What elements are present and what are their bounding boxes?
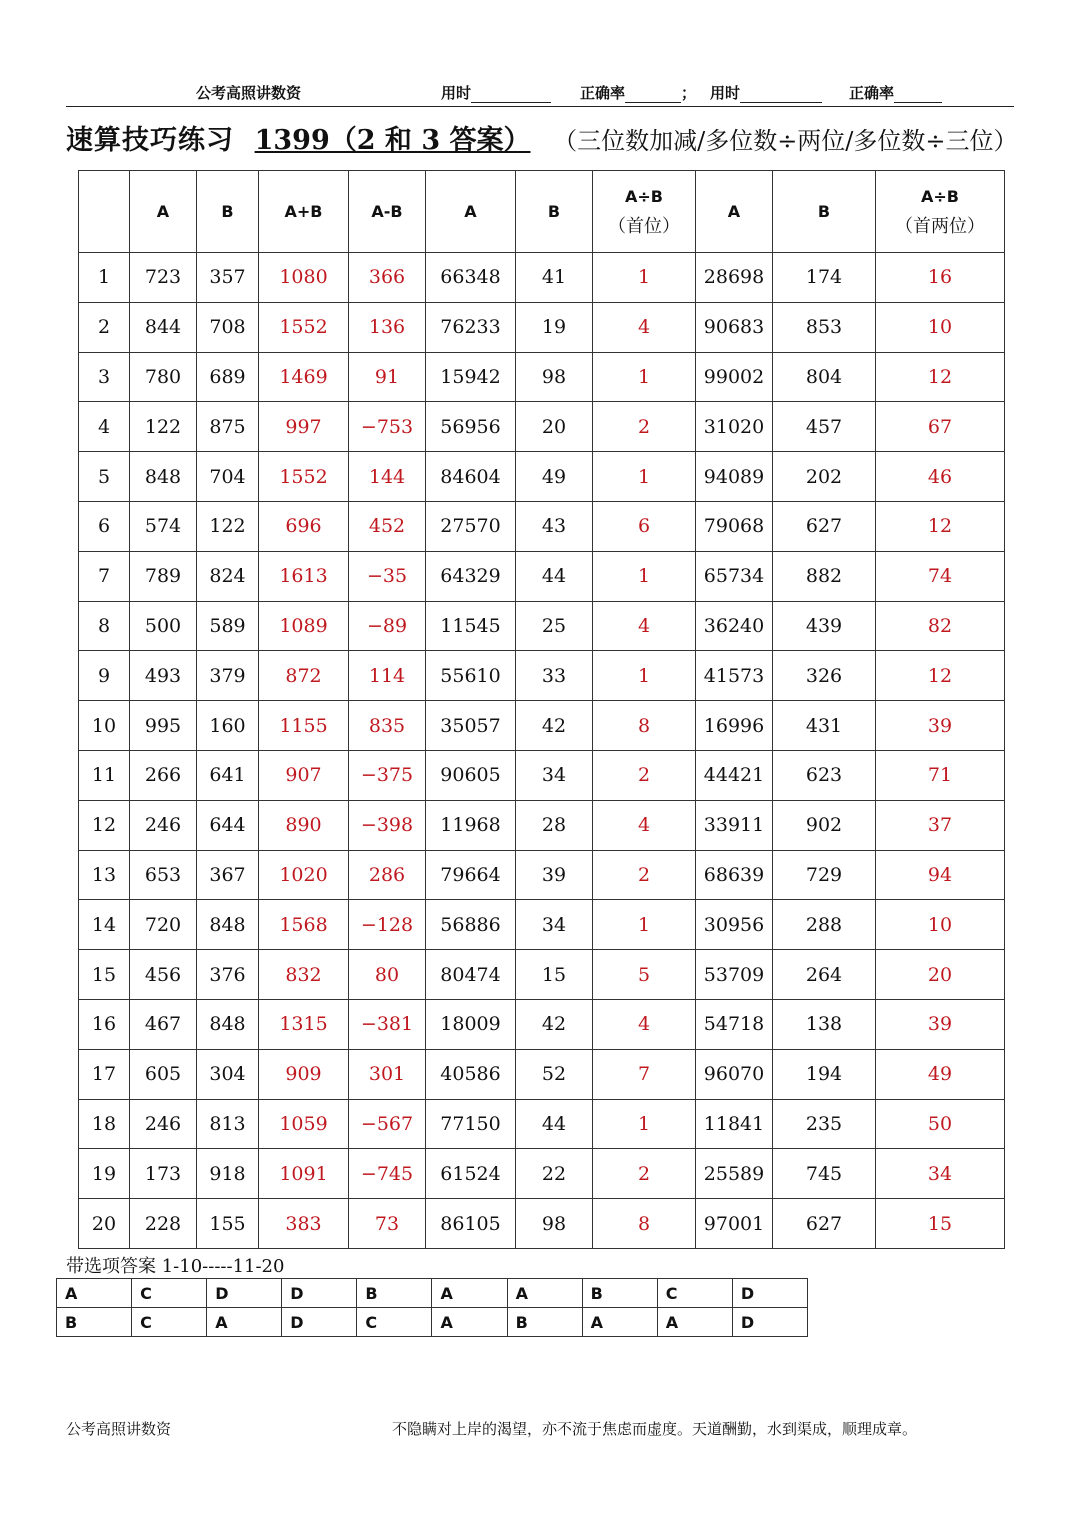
row-index-cell: 20	[79, 1199, 130, 1249]
quotient-first-two-cell: 94	[876, 850, 1005, 900]
option-cell: B	[57, 1308, 132, 1337]
sum-cell: 1080	[259, 253, 349, 303]
table-row	[79, 651, 1005, 701]
b-add-cell: 644	[197, 800, 259, 850]
a-div3-cell: 36240	[696, 601, 773, 651]
b-div2-cell: 41	[516, 253, 593, 303]
table-row	[79, 1049, 1005, 1099]
quotient-first-two-cell: 82	[876, 601, 1005, 651]
option-cell: C	[132, 1308, 207, 1337]
diff-cell: 136	[349, 302, 426, 352]
b-div3-cell: 326	[773, 651, 876, 701]
b-div2-cell: 33	[516, 651, 593, 701]
diff-cell: −398	[349, 800, 426, 850]
a-add-cell: 266	[130, 750, 197, 800]
table-row	[79, 402, 1005, 452]
quotient-first-cell: 2	[593, 402, 696, 452]
quotient-first-two-cell: 12	[876, 352, 1005, 402]
b-div3-cell: 174	[773, 253, 876, 303]
quotient-first-cell: 8	[593, 1199, 696, 1249]
options-row	[57, 1308, 808, 1337]
a-div2-cell: 61524	[426, 1149, 516, 1199]
options-row	[57, 1279, 808, 1308]
a-div2-cell: 56886	[426, 900, 516, 950]
b-div2-cell: 19	[516, 302, 593, 352]
b-div2-cell: 52	[516, 1049, 593, 1099]
option-cell: D	[282, 1279, 357, 1308]
a-div2-cell: 64329	[426, 551, 516, 601]
diff-cell: 80	[349, 950, 426, 1000]
row-index-cell: 18	[79, 1099, 130, 1149]
row-index-cell: 6	[79, 501, 130, 551]
quotient-first-two-cell: 39	[876, 701, 1005, 751]
diff-cell: −35	[349, 551, 426, 601]
diff-cell: 114	[349, 651, 426, 701]
b-div3-cell: 431	[773, 701, 876, 751]
quotient-first-cell: 4	[593, 302, 696, 352]
row-index-cell: 15	[79, 950, 130, 1000]
quotient-first-cell: 5	[593, 950, 696, 1000]
a-div2-cell: 79664	[426, 850, 516, 900]
header-time-1: 用时	[441, 82, 551, 103]
a-add-cell: 493	[130, 651, 197, 701]
option-cell: A	[207, 1308, 282, 1337]
diff-cell: 301	[349, 1049, 426, 1099]
option-cell: D	[207, 1279, 282, 1308]
header-accuracy-2: 正确率	[849, 82, 942, 103]
sum-cell: 1089	[259, 601, 349, 651]
option-cell: C	[657, 1279, 732, 1308]
b-div3-cell: 235	[773, 1099, 876, 1149]
table-row	[79, 352, 1005, 402]
quotient-first-two-cell: 37	[876, 800, 1005, 850]
a-add-cell: 789	[130, 551, 197, 601]
sum-cell: 1613	[259, 551, 349, 601]
row-index-cell: 3	[79, 352, 130, 402]
a-add-cell: 720	[130, 900, 197, 950]
a-div2-cell: 15942	[426, 352, 516, 402]
row-index-cell: 19	[79, 1149, 130, 1199]
b-add-cell: 708	[197, 302, 259, 352]
row-index-cell: 2	[79, 302, 130, 352]
a-div3-cell: 53709	[696, 950, 773, 1000]
sum-cell: 696	[259, 501, 349, 551]
a-add-cell: 653	[130, 850, 197, 900]
quotient-first-two-cell: 74	[876, 551, 1005, 601]
header-accuracy-1: 正确率 ；	[580, 84, 697, 102]
b-add-cell: 848	[197, 900, 259, 950]
sum-cell: 1155	[259, 701, 349, 751]
title-subtitle: （三位数加减/多位数÷两位/多位数÷三位）	[553, 127, 1018, 155]
b-add-cell: 357	[197, 253, 259, 303]
b-div2-cell: 28	[516, 800, 593, 850]
diff-cell: 286	[349, 850, 426, 900]
diff-cell: 73	[349, 1199, 426, 1249]
b-add-cell: 813	[197, 1099, 259, 1149]
b-div2-cell: 34	[516, 900, 593, 950]
table-row	[79, 900, 1005, 950]
b-div2-cell: 43	[516, 501, 593, 551]
quotient-first-cell: 1	[593, 900, 696, 950]
a-div3-cell: 96070	[696, 1049, 773, 1099]
b-div3-cell: 729	[773, 850, 876, 900]
quotient-first-two-cell: 16	[876, 253, 1005, 303]
header-a-div3: A	[696, 171, 773, 253]
option-cell: A	[507, 1279, 582, 1308]
footer-motto: 不隐瞒对上岸的渴望，亦不流于焦虑而虚度。天道酬勤，水到渠成，顺理成章。	[392, 1420, 918, 1438]
sum-cell: 1552	[259, 302, 349, 352]
header-sum: A+B	[259, 171, 349, 253]
b-div3-cell: 804	[773, 352, 876, 402]
option-cell: A	[432, 1279, 507, 1308]
row-index-cell: 8	[79, 601, 130, 651]
quotient-first-two-cell: 49	[876, 1049, 1005, 1099]
option-cell: C	[132, 1279, 207, 1308]
a-div3-cell: 65734	[696, 551, 773, 601]
sum-cell: 909	[259, 1049, 349, 1099]
header-a-div2: A	[426, 171, 516, 253]
a-div3-cell: 28698	[696, 253, 773, 303]
row-index-cell: 11	[79, 750, 130, 800]
diff-cell: −128	[349, 900, 426, 950]
quotient-first-cell: 1	[593, 651, 696, 701]
table-row	[79, 999, 1005, 1049]
accuracy-blank-2[interactable]	[894, 88, 942, 103]
a-div2-cell: 80474	[426, 950, 516, 1000]
table-row	[79, 750, 1005, 800]
quotient-first-cell: 1	[593, 551, 696, 601]
a-add-cell: 246	[130, 1099, 197, 1149]
row-index-cell: 16	[79, 999, 130, 1049]
table-row	[79, 701, 1005, 751]
a-div2-cell: 90605	[426, 750, 516, 800]
table-row	[79, 850, 1005, 900]
sum-cell: 1091	[259, 1149, 349, 1199]
a-div3-cell: 99002	[696, 352, 773, 402]
header-time-2: 用时	[710, 82, 822, 103]
b-div2-cell: 44	[516, 1099, 593, 1149]
b-add-cell: 367	[197, 850, 259, 900]
a-div2-cell: 55610	[426, 651, 516, 701]
header-diff: A-B	[349, 171, 426, 253]
option-cell: C	[357, 1308, 432, 1337]
a-add-cell: 122	[130, 402, 197, 452]
b-add-cell: 304	[197, 1049, 259, 1099]
a-div3-cell: 44421	[696, 750, 773, 800]
quotient-first-cell: 2	[593, 850, 696, 900]
row-index-cell: 9	[79, 651, 130, 701]
a-div3-cell: 97001	[696, 1199, 773, 1249]
diff-cell: −381	[349, 999, 426, 1049]
time-blank-1[interactable]	[471, 88, 551, 103]
option-cell: B	[507, 1308, 582, 1337]
b-div3-cell: 439	[773, 601, 876, 651]
b-div2-cell: 49	[516, 452, 593, 502]
header-b-div3: B	[773, 171, 876, 253]
b-div2-cell: 42	[516, 701, 593, 751]
a-div3-cell: 33911	[696, 800, 773, 850]
b-div2-cell: 34	[516, 750, 593, 800]
a-add-cell: 605	[130, 1049, 197, 1099]
sum-cell: 1568	[259, 900, 349, 950]
page-header	[66, 80, 1014, 107]
row-index-cell: 7	[79, 551, 130, 601]
table-row	[79, 501, 1005, 551]
b-add-cell: 376	[197, 950, 259, 1000]
a-div3-cell: 31020	[696, 402, 773, 452]
a-div3-cell: 30956	[696, 900, 773, 950]
option-cell: D	[282, 1308, 357, 1337]
a-add-cell: 848	[130, 452, 197, 502]
b-add-cell: 155	[197, 1199, 259, 1249]
quotient-first-two-cell: 34	[876, 1149, 1005, 1199]
a-div3-cell: 16996	[696, 701, 773, 751]
option-cell: B	[582, 1279, 657, 1308]
a-div3-cell: 11841	[696, 1099, 773, 1149]
a-div2-cell: 40586	[426, 1049, 516, 1099]
practice-table	[78, 170, 1005, 1249]
table-row	[79, 452, 1005, 502]
a-add-cell: 228	[130, 1199, 197, 1249]
options-label: 带选项答案 1-10-----11-20	[66, 1256, 285, 1277]
b-div3-cell: 288	[773, 900, 876, 950]
sum-cell: 997	[259, 402, 349, 452]
row-index-cell: 4	[79, 402, 130, 452]
option-cell: A	[432, 1308, 507, 1337]
quotient-first-two-cell: 10	[876, 900, 1005, 950]
a-div2-cell: 11545	[426, 601, 516, 651]
b-add-cell: 875	[197, 402, 259, 452]
b-div2-cell: 44	[516, 551, 593, 601]
b-add-cell: 379	[197, 651, 259, 701]
header-quotient-first-two: A÷B （首两位）	[876, 171, 1005, 253]
a-div3-cell: 68639	[696, 850, 773, 900]
b-div3-cell: 627	[773, 501, 876, 551]
quotient-first-cell: 1	[593, 352, 696, 402]
a-add-cell: 995	[130, 701, 197, 751]
sum-cell: 832	[259, 950, 349, 1000]
b-div2-cell: 20	[516, 402, 593, 452]
quotient-first-cell: 2	[593, 750, 696, 800]
b-add-cell: 689	[197, 352, 259, 402]
row-index-cell: 13	[79, 850, 130, 900]
b-div2-cell: 25	[516, 601, 593, 651]
b-div3-cell: 745	[773, 1149, 876, 1199]
diff-cell: 366	[349, 253, 426, 303]
table-row	[79, 253, 1005, 303]
b-div3-cell: 264	[773, 950, 876, 1000]
quotient-first-two-cell: 15	[876, 1199, 1005, 1249]
sum-cell: 872	[259, 651, 349, 701]
b-add-cell: 704	[197, 452, 259, 502]
footer-source: 公考高照讲数资	[66, 1420, 172, 1438]
option-cell: A	[582, 1308, 657, 1337]
a-add-cell: 723	[130, 253, 197, 303]
a-div2-cell: 84604	[426, 452, 516, 502]
a-div2-cell: 86105	[426, 1199, 516, 1249]
option-cell: B	[357, 1279, 432, 1308]
page-title	[66, 118, 1056, 158]
quotient-first-cell: 7	[593, 1049, 696, 1099]
b-add-cell: 122	[197, 501, 259, 551]
quotient-first-cell: 4	[593, 800, 696, 850]
b-div2-cell: 98	[516, 1199, 593, 1249]
diff-cell: −745	[349, 1149, 426, 1199]
row-index-cell: 12	[79, 800, 130, 850]
row-index-cell: 17	[79, 1049, 130, 1099]
a-div2-cell: 27570	[426, 501, 516, 551]
row-index-cell: 1	[79, 253, 130, 303]
quotient-first-two-cell: 71	[876, 750, 1005, 800]
b-div3-cell: 457	[773, 402, 876, 452]
table-row	[79, 551, 1005, 601]
option-cell: A	[57, 1279, 132, 1308]
quotient-first-two-cell: 39	[876, 999, 1005, 1049]
a-div2-cell: 56956	[426, 402, 516, 452]
quotient-first-two-cell: 67	[876, 402, 1005, 452]
b-add-cell: 160	[197, 701, 259, 751]
header-a-add: A	[130, 171, 197, 253]
quotient-first-cell: 1	[593, 452, 696, 502]
quotient-first-two-cell: 10	[876, 302, 1005, 352]
option-cell: A	[657, 1308, 732, 1337]
quotient-first-two-cell: 46	[876, 452, 1005, 502]
b-add-cell: 848	[197, 999, 259, 1049]
b-div3-cell: 194	[773, 1049, 876, 1099]
a-add-cell: 246	[130, 800, 197, 850]
b-add-cell: 918	[197, 1149, 259, 1199]
row-index-cell: 5	[79, 452, 130, 502]
row-index-cell: 10	[79, 701, 130, 751]
header-quotient-first: A÷B （首位）	[593, 171, 696, 253]
option-cell: D	[732, 1308, 807, 1337]
options-table	[56, 1278, 808, 1337]
b-add-cell: 641	[197, 750, 259, 800]
b-add-cell: 589	[197, 601, 259, 651]
table-row	[79, 950, 1005, 1000]
diff-cell: −753	[349, 402, 426, 452]
table-row	[79, 1149, 1005, 1199]
header-b-add: B	[197, 171, 259, 253]
b-div3-cell: 138	[773, 999, 876, 1049]
sum-cell: 1552	[259, 452, 349, 502]
header-source: 公考高照讲数资	[196, 84, 302, 102]
quotient-first-cell: 4	[593, 601, 696, 651]
quotient-first-two-cell: 12	[876, 501, 1005, 551]
b-div3-cell: 627	[773, 1199, 876, 1249]
a-div3-cell: 79068	[696, 501, 773, 551]
diff-cell: 835	[349, 701, 426, 751]
sum-cell: 1059	[259, 1099, 349, 1149]
a-div3-cell: 54718	[696, 999, 773, 1049]
header-index	[79, 171, 130, 253]
a-add-cell: 500	[130, 601, 197, 651]
a-add-cell: 467	[130, 999, 197, 1049]
table-row	[79, 1199, 1005, 1249]
a-add-cell: 456	[130, 950, 197, 1000]
a-add-cell: 574	[130, 501, 197, 551]
a-div2-cell: 76233	[426, 302, 516, 352]
quotient-first-cell: 4	[593, 999, 696, 1049]
a-div2-cell: 66348	[426, 253, 516, 303]
quotient-first-cell: 8	[593, 701, 696, 751]
diff-cell: −89	[349, 601, 426, 651]
row-index-cell: 14	[79, 900, 130, 950]
sum-cell: 907	[259, 750, 349, 800]
b-div2-cell: 39	[516, 850, 593, 900]
a-add-cell: 844	[130, 302, 197, 352]
b-div3-cell: 623	[773, 750, 876, 800]
title-number: 1399（2 和 3 答案）	[254, 125, 531, 156]
a-div3-cell: 41573	[696, 651, 773, 701]
time-blank-2[interactable]	[740, 88, 822, 103]
a-add-cell: 780	[130, 352, 197, 402]
b-div2-cell: 42	[516, 999, 593, 1049]
quotient-first-two-cell: 12	[876, 651, 1005, 701]
sum-cell: 890	[259, 800, 349, 850]
quotient-first-cell: 2	[593, 1149, 696, 1199]
table-row	[79, 601, 1005, 651]
table-row	[79, 1099, 1005, 1149]
accuracy-blank-1[interactable]	[625, 88, 681, 103]
option-cell: D	[732, 1279, 807, 1308]
table-row	[79, 302, 1005, 352]
a-div2-cell: 77150	[426, 1099, 516, 1149]
sum-cell: 1315	[259, 999, 349, 1049]
table-header-row	[79, 171, 1005, 253]
a-div3-cell: 94089	[696, 452, 773, 502]
a-div2-cell: 35057	[426, 701, 516, 751]
a-add-cell: 173	[130, 1149, 197, 1199]
diff-cell: 144	[349, 452, 426, 502]
b-div3-cell: 202	[773, 452, 876, 502]
b-div2-cell: 15	[516, 950, 593, 1000]
sum-cell: 1469	[259, 352, 349, 402]
sum-cell: 1020	[259, 850, 349, 900]
diff-cell: −567	[349, 1099, 426, 1149]
b-div3-cell: 853	[773, 302, 876, 352]
b-div2-cell: 98	[516, 352, 593, 402]
quotient-first-two-cell: 20	[876, 950, 1005, 1000]
a-div3-cell: 90683	[696, 302, 773, 352]
b-div2-cell: 22	[516, 1149, 593, 1199]
quotient-first-cell: 1	[593, 253, 696, 303]
a-div2-cell: 18009	[426, 999, 516, 1049]
quotient-first-two-cell: 50	[876, 1099, 1005, 1149]
table-row	[79, 800, 1005, 850]
diff-cell: −375	[349, 750, 426, 800]
quotient-first-cell: 1	[593, 1099, 696, 1149]
title-main: 速算技巧练习	[66, 125, 234, 156]
diff-cell: 91	[349, 352, 426, 402]
b-div3-cell: 902	[773, 800, 876, 850]
header-b-div2: B	[516, 171, 593, 253]
sum-cell: 383	[259, 1199, 349, 1249]
quotient-first-cell: 6	[593, 501, 696, 551]
a-div2-cell: 11968	[426, 800, 516, 850]
a-div3-cell: 25589	[696, 1149, 773, 1199]
b-add-cell: 824	[197, 551, 259, 601]
diff-cell: 452	[349, 501, 426, 551]
b-div3-cell: 882	[773, 551, 876, 601]
